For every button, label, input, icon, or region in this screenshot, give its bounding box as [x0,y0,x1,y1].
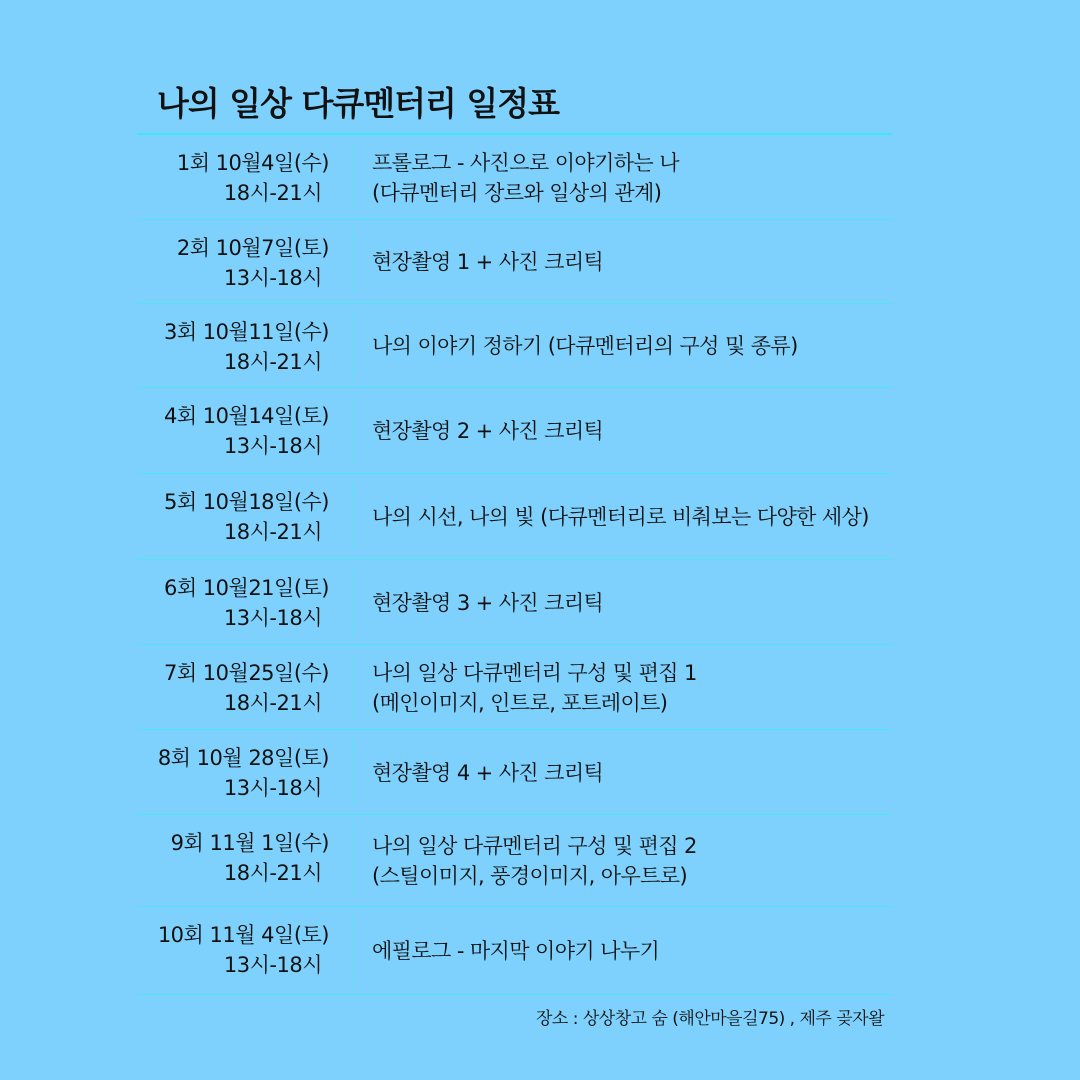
session-description [372,331,798,361]
schedule-row [137,304,892,388]
session-time: 18시-21시 [223,350,322,374]
session-description [372,502,869,532]
session-time: 13시-18시 [223,776,322,800]
session-date: 4회 10월14일(토) [163,404,329,428]
schedule-row [137,388,892,474]
column-divider [352,314,353,378]
session-date: 2회 10월7일(토) [176,236,329,260]
session-time: 13시-18시 [223,266,322,290]
session-time: 18시-21시 [223,520,322,544]
description-line: (메인이미지, 인트로, 포트레이트) [372,691,668,715]
session-date: 10회 11월 4일(토) [157,923,329,947]
column-divider [352,655,353,720]
session-time: 18시-21시 [223,861,322,885]
session-time: 13시-18시 [223,434,322,458]
schedule-row [137,474,892,560]
session-time: 13시-18시 [223,606,322,630]
session-description [372,588,603,618]
session-date: 9회 11월 1일(수) [170,831,329,855]
session-date: 5회 10월18일(수) [163,490,329,514]
description-line: 현장촬영 3 + 사진 크리틱 [372,591,604,615]
session-description [372,658,697,718]
description-line: 현장촬영 2 + 사진 크리틱 [372,419,604,443]
session-date: 1회 10월4일(수) [176,151,329,175]
session-date: 6회 10월21일(토) [163,576,329,600]
session-date: 7회 10월25일(수) [163,661,329,685]
description-line: 현장촬영 1 + 사진 크리틱 [372,250,604,274]
column-divider [352,825,353,897]
schedule-row [137,560,892,645]
location-note: 장소 : 상상창고 숨 (해안마을길75) , 제주 곶자왈 [535,1009,884,1029]
session-date: 8회 10월 28일(토) [157,746,329,770]
session-time: 18시-21시 [223,181,322,205]
description-line: 나의 일상 다큐멘터리 구성 및 편집 2 [372,834,697,858]
description-line: 프롤로그 - 사진으로 이야기하는 나 [372,151,679,175]
column-divider [352,145,353,210]
description-line: 나의 시선, 나의 빛 (다큐멘터리로 비춰보는 다양한 세상) [372,505,869,529]
description-line: 나의 일상 다큐멘터리 구성 및 편집 1 [372,661,697,685]
column-divider [352,230,353,294]
session-description [372,416,603,446]
description-line: 현장촬영 4 + 사진 크리틱 [372,761,604,785]
description-line: 나의 이야기 정하기 (다큐멘터리의 구성 및 종류) [372,334,798,358]
column-divider [352,570,353,635]
session-description [372,148,679,208]
column-divider [352,398,353,464]
session-time: 18시-21시 [223,691,322,715]
session-description [372,247,603,277]
schedule-row [137,815,892,907]
session-time: 13시-18시 [223,953,322,977]
column-divider [352,484,353,550]
session-date: 3회 10월11일(수) [163,320,329,344]
description-line: 에필로그 - 마지막 이야기 나누기 [372,939,660,963]
session-description [372,758,603,788]
column-divider [352,917,353,985]
column-divider [352,740,353,805]
schedule-row [137,730,892,815]
schedule-row [137,135,892,220]
schedule-row [137,645,892,730]
schedule-row [137,220,892,304]
page-title: 나의 일상 다큐멘터리 일정표 [157,84,560,123]
session-description [372,936,659,966]
schedule-row [137,907,892,995]
description-line: (다큐멘터리 장르와 일상의 관계) [372,181,662,205]
description-line: (스틸이미지, 풍경이미지, 아우트로) [372,864,688,888]
session-description [372,831,697,891]
row-divider [137,994,892,995]
